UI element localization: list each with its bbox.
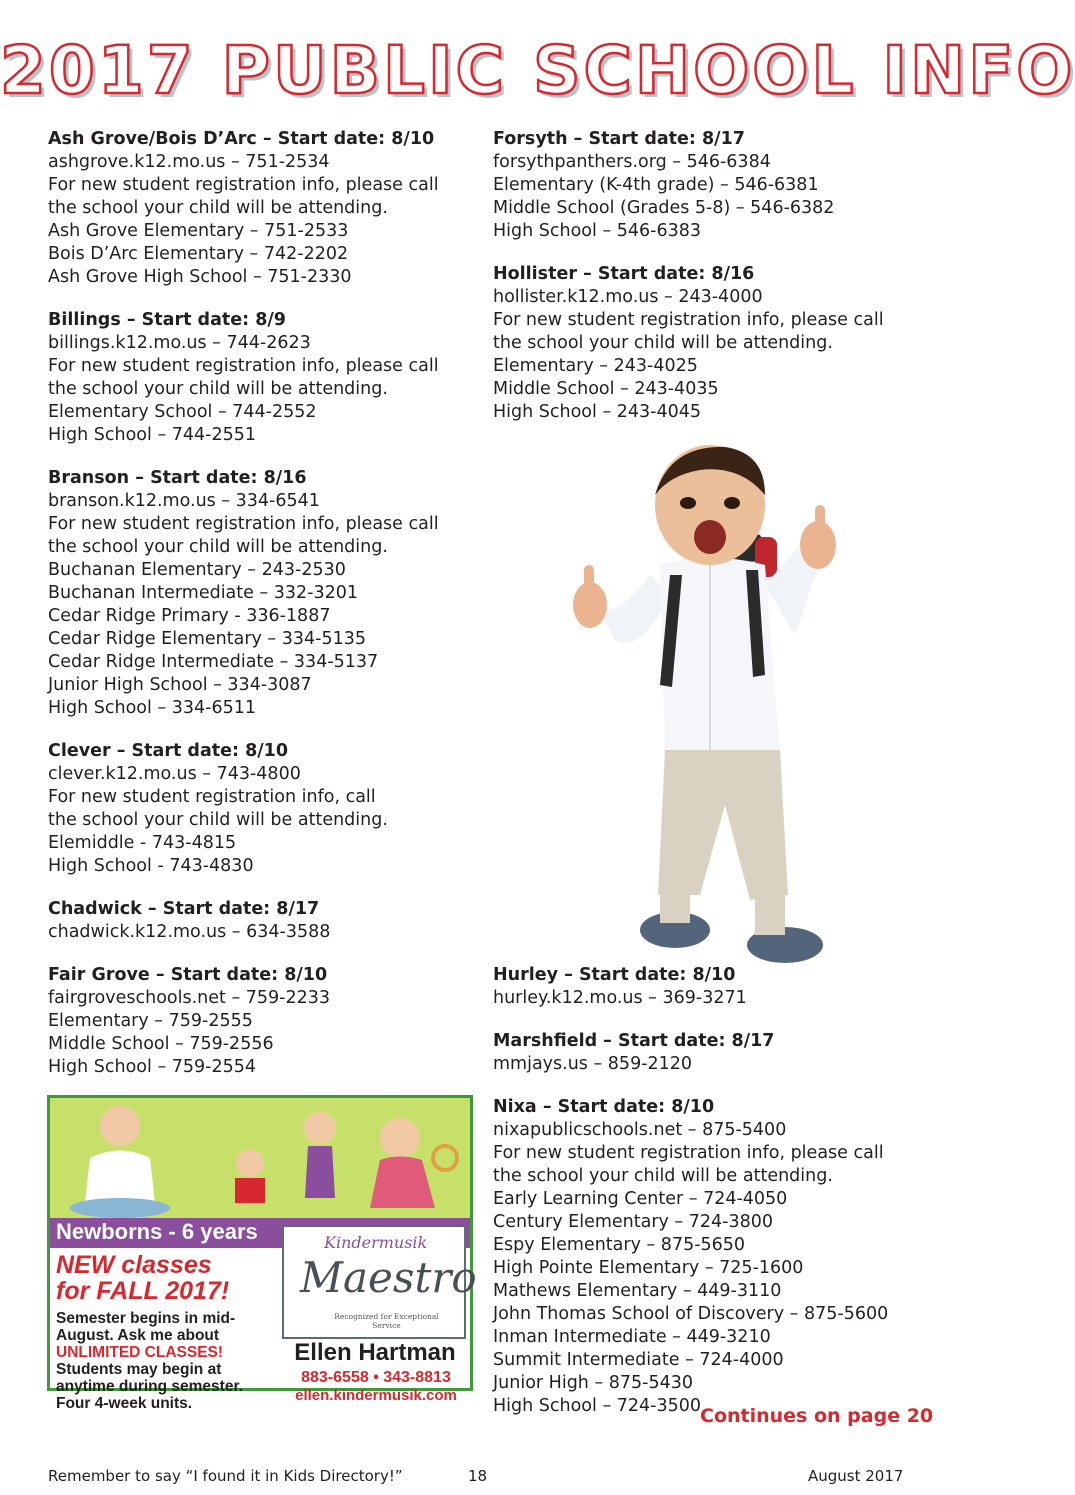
school-district-block [48, 964, 473, 1079]
district-line: Buchanan Intermediate – 332-3201 [48, 583, 359, 603]
ad-details [56, 1310, 243, 1412]
district-line: the school your child will be attending. [48, 810, 388, 830]
district-line: Middle School – 243-4035 [493, 379, 719, 399]
district-heading: Chadwick – Start date: 8/17 [48, 899, 320, 919]
district-heading: Clever – Start date: 8/10 [48, 741, 289, 761]
ad-kids-illustration [50, 1098, 470, 1218]
continues-note: Continues on page 20 [700, 1405, 934, 1427]
school-district-block [48, 740, 473, 878]
district-line: High School – 744-2551 [48, 425, 257, 445]
teacher-name: Ellen Hartman [294, 1339, 456, 1366]
left-column [48, 128, 473, 1099]
footer-date: August 2017 [808, 1467, 904, 1485]
district-line: For new student registration info, please call [48, 175, 439, 195]
ad-detail-line: Students may begin at [56, 1361, 222, 1378]
district-heading: Hurley – Start date: 8/10 [493, 965, 736, 985]
district-line: Cedar Ridge Intermediate – 334-5137 [48, 652, 379, 672]
district-line: Elementary – 243-4025 [493, 356, 698, 376]
district-line: For new student registration info, call [48, 787, 376, 807]
logo-maestro: Maestro [300, 1253, 477, 1302]
district-line: High School – 759-2554 [48, 1057, 257, 1077]
district-line: Cedar Ridge Primary - 336-1887 [48, 606, 331, 626]
district-line: Summit Intermediate – 724-4000 [493, 1350, 784, 1370]
district-line: Ash Grove Elementary – 751-2533 [48, 221, 349, 241]
district-line: Middle School (Grades 5-8) – 546-6382 [493, 198, 835, 218]
district-line: Buchanan Elementary – 243-2530 [48, 560, 346, 580]
district-line: billings.k12.mo.us – 744-2623 [48, 333, 311, 353]
district-line: chadwick.k12.mo.us – 634-3588 [48, 922, 331, 942]
logo-wordmark: Kindermusik [324, 1233, 428, 1252]
district-heading: Fair Grove – Start date: 8/10 [48, 965, 328, 985]
district-line: Elemiddle - 743-4815 [48, 833, 237, 853]
district-line: Espy Elementary – 875-5650 [493, 1235, 746, 1255]
school-district-block [48, 898, 473, 944]
school-district-block [493, 128, 913, 243]
district-heading: Billings – Start date: 8/9 [48, 310, 286, 330]
district-line: branson.k12.mo.us – 334-6541 [48, 491, 320, 511]
district-line: For new student registration info, please call [493, 1143, 884, 1163]
district-line: fairgroveschools.net – 759-2233 [48, 988, 331, 1008]
district-line: Century Elementary – 724-3800 [493, 1212, 773, 1232]
school-district-block [493, 263, 913, 424]
district-line: the school your child will be attending. [48, 537, 388, 557]
district-line: High School – 334-6511 [48, 698, 257, 718]
district-line: Cedar Ridge Elementary – 334-5135 [48, 629, 366, 649]
district-line: the school your child will be attending. [48, 198, 388, 218]
district-heading: Forsyth – Start date: 8/17 [493, 129, 745, 149]
district-line: High School – 546-6383 [493, 221, 702, 241]
district-line: For new student registration info, please call [493, 310, 884, 330]
district-line: John Thomas School of Discovery – 875-5600 [493, 1304, 889, 1324]
district-line: the school your child will be attending. [493, 333, 833, 353]
page-title: 2017 PUBLIC SCHOOL INFO [0, 32, 1075, 109]
district-line: For new student registration info, please call [48, 356, 439, 376]
district-line: nixapublicschools.net – 875-5400 [493, 1120, 787, 1140]
district-line: the school your child will be attending. [48, 379, 388, 399]
district-heading: Branson – Start date: 8/16 [48, 468, 307, 488]
ad-detail-line: August. Ask me about [56, 1327, 220, 1344]
district-line: Inman Intermediate – 449-3210 [493, 1327, 771, 1347]
age-band-text: Newborns - 6 years [56, 1219, 258, 1244]
district-line: Mathews Elementary – 449-3110 [493, 1281, 782, 1301]
district-line: For new student registration info, please call [48, 514, 439, 534]
district-line: hurley.k12.mo.us – 369-3271 [493, 988, 747, 1008]
ad-illustration [50, 1098, 470, 1218]
district-line: Elementary School – 744-2552 [48, 402, 317, 422]
district-line: hollister.k12.mo.us – 243-4000 [493, 287, 763, 307]
district-line: Junior High School – 334-3087 [48, 675, 312, 695]
logo-tagline: Recognized for Exceptional Service [334, 1312, 439, 1330]
district-heading: Marshfield – Start date: 8/17 [493, 1031, 775, 1051]
district-line: ashgrove.k12.mo.us – 751-2534 [48, 152, 330, 172]
school-district-block [48, 128, 473, 289]
district-line: Bois D’Arc Elementary – 742-2202 [48, 244, 349, 264]
new-classes-heading [56, 1252, 229, 1304]
school-district-block [48, 467, 473, 720]
district-line: High Pointe Elementary – 725-1600 [493, 1258, 804, 1278]
ad-detail-line: Semester begins in mid- [56, 1310, 236, 1327]
new-classes-line1: NEW classes [56, 1251, 212, 1279]
district-line: Middle School – 759-2556 [48, 1034, 274, 1054]
unlimited-classes: UNLIMITED CLASSES! [56, 1344, 224, 1361]
new-classes-line2: for FALL 2017! [56, 1277, 230, 1305]
phone-numbers: 883-6558 • 343-8813 [301, 1369, 451, 1386]
district-line: Ash Grove High School – 751-2330 [48, 267, 352, 287]
district-heading: Hollister – Start date: 8/16 [493, 264, 755, 284]
district-line: Elementary (K-4th grade) – 546-6381 [493, 175, 819, 195]
district-line: Junior High – 875-5430 [493, 1373, 694, 1393]
page-number: 18 [468, 1467, 488, 1485]
district-line: forsythpanthers.org – 546-6384 [493, 152, 771, 172]
school-district-block [493, 1096, 913, 1418]
district-line: High School - 743-4830 [48, 856, 254, 876]
right-column [493, 128, 913, 1416]
kindermusik-ad [47, 1095, 477, 1412]
ad-detail-line: anytime during semester. [56, 1378, 243, 1395]
school-district-block [493, 1030, 913, 1076]
district-line: Early Learning Center – 724-4050 [493, 1189, 788, 1209]
ad-detail-line: Four 4-week units. [56, 1395, 193, 1412]
website: ellen.kindermusik.com [295, 1387, 457, 1404]
district-line: the school your child will be attending. [493, 1166, 833, 1186]
district-line: High School – 724-3500 [493, 1396, 702, 1416]
kindermusik-logo [282, 1225, 477, 1339]
right-column-top [493, 128, 913, 424]
district-heading: Ash Grove/Bois D’Arc – Start date: 8/10 [48, 129, 435, 149]
district-heading: Nixa – Start date: 8/10 [493, 1097, 715, 1117]
school-district-block [48, 309, 473, 447]
right-column-bottom [493, 964, 913, 1438]
footer-tagline: Remember to say “I found it in Kids Directory!” [48, 1467, 403, 1485]
district-line: Elementary – 759-2555 [48, 1011, 253, 1031]
district-line: clever.k12.mo.us – 743-4800 [48, 764, 301, 784]
district-line: High School – 243-4045 [493, 402, 702, 422]
district-line: mmjays.us – 859-2120 [493, 1054, 693, 1074]
child-photo [560, 425, 870, 975]
